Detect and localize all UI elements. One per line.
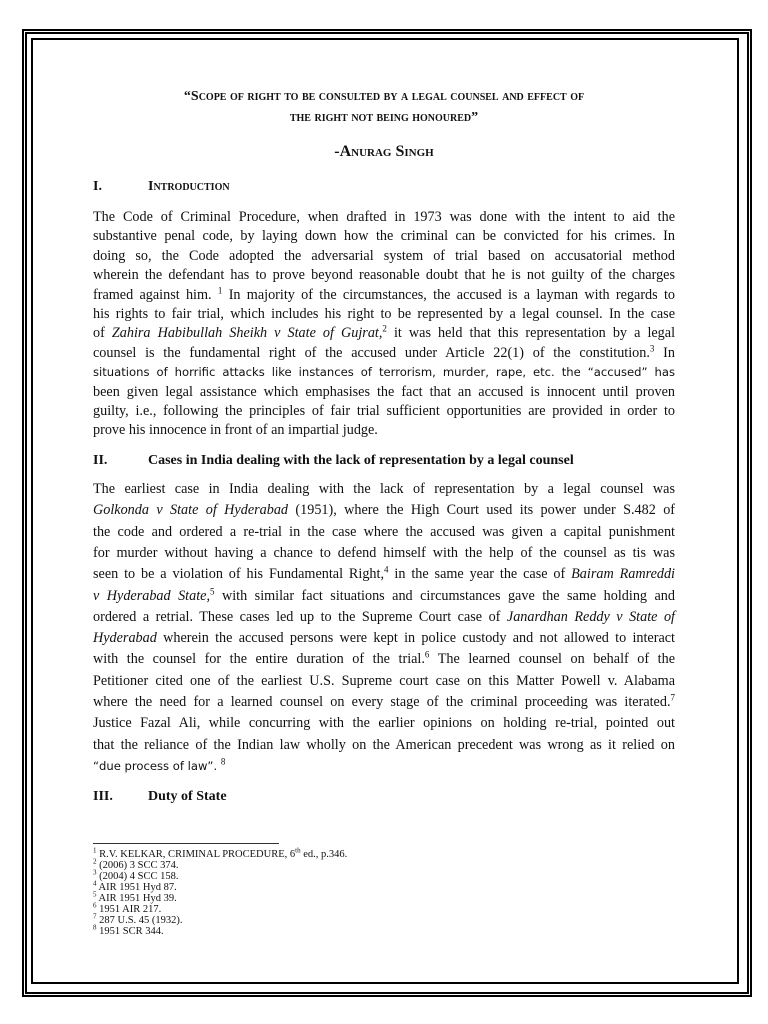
section-heading bbox=[93, 452, 574, 469]
text-run: In majority of the circumstances, the accused is a layman with regards to bbox=[222, 286, 675, 303]
footnote-ref: 2 bbox=[93, 857, 97, 866]
section-heading bbox=[93, 788, 227, 805]
paragraph-line bbox=[93, 284, 675, 304]
section-title: Introduction bbox=[148, 179, 230, 194]
paragraph-line bbox=[93, 673, 675, 690]
paragraph-line bbox=[93, 306, 675, 323]
footnote-ref: 7 bbox=[670, 692, 675, 703]
text-run: of bbox=[93, 325, 112, 342]
paragraph-line bbox=[93, 524, 675, 541]
footnote-ref: 3 bbox=[93, 868, 97, 877]
text-run: seen to be a violation of his Fundamental Right, bbox=[93, 566, 385, 583]
paragraph-line bbox=[93, 403, 675, 420]
text-run: AIR 1951 Hyd 87. bbox=[96, 882, 177, 893]
paragraph-line bbox=[93, 566, 675, 583]
paragraph-line bbox=[93, 248, 675, 265]
text-run: ed., p.346. bbox=[300, 849, 348, 860]
text-run: 287 U.S. 45 (1932). bbox=[96, 915, 183, 926]
text-run: situations of horrific attacks like instances of terrorism, murder, rape, etc. the “accused” has bbox=[93, 365, 675, 380]
text-run: The learned counsel on behalf of the bbox=[429, 651, 676, 668]
document-title-line-1: “Scope of right to be consulted by a legal counsel and effect of bbox=[183, 89, 585, 104]
footnote bbox=[93, 868, 179, 882]
text-run: (2006) 3 SCC 374. bbox=[96, 860, 179, 871]
text-run: (2004) 4 SCC 158. bbox=[96, 871, 179, 882]
footnote bbox=[93, 890, 177, 904]
footnote-ref: 8 bbox=[93, 923, 97, 932]
text-run: for murder without having a chance to defend himself with the help of the counsel as tis was bbox=[93, 544, 675, 561]
paragraph-line bbox=[93, 228, 675, 245]
text-run: prove his innocence in front of an impartial judge. bbox=[93, 422, 378, 439]
text-run: where the need for a learned counsel on every stage of the criminal proceeding was iterated. bbox=[93, 694, 671, 710]
text-run: AIR 1951 Hyd 39. bbox=[96, 893, 177, 904]
text-run: The Code of Criminal Procedure, when drafted in 1973 was done with the intent to aid the bbox=[93, 209, 675, 225]
paragraph-line bbox=[93, 585, 675, 605]
footnote-ref: 4 bbox=[384, 564, 389, 575]
footnote bbox=[93, 846, 348, 860]
footnote-ref: 3 bbox=[649, 343, 655, 354]
document-author: -Anurag Singh bbox=[334, 143, 434, 160]
text-run: Petitioner cited one of the earliest U.S. Supreme court case on this Matter Powell v. Alabama bbox=[93, 672, 675, 689]
footnote-ref: 4 bbox=[93, 879, 97, 888]
text-run: been given legal assistance which emphasises the fact that an accused is innocent until proven bbox=[93, 383, 675, 400]
footnote-ref: 1 bbox=[217, 284, 223, 295]
text-run: In bbox=[654, 344, 675, 361]
footnote-separator bbox=[93, 843, 279, 844]
text-run: , bbox=[378, 325, 383, 342]
text-run: 1951 SCR 344. bbox=[96, 926, 164, 937]
paragraph-line bbox=[93, 325, 675, 342]
section-title: Duty of State bbox=[148, 789, 227, 804]
text-run: doing so, the Code adopted the adversarial system of trial based on accusatorial method bbox=[93, 247, 675, 264]
paragraph-line bbox=[93, 715, 675, 732]
footnote bbox=[93, 901, 162, 915]
paragraph-line bbox=[93, 545, 675, 562]
footnote-ref: 8 bbox=[220, 756, 226, 767]
paragraph-line bbox=[93, 694, 675, 711]
text-run: Zahira Habibullah Sheikh v State of Gujrat bbox=[111, 325, 379, 342]
text-run: Bairam Ramreddi bbox=[571, 566, 676, 583]
text-run: R.V. KELKAR, CRIMINAL PROCEDURE, 6 bbox=[96, 849, 296, 860]
paragraph-line bbox=[93, 737, 675, 754]
footnote bbox=[93, 879, 177, 893]
text-run: counsel is the fundamental right of the accused under Article 22(1) of the constitution. bbox=[93, 344, 650, 361]
paragraph-line bbox=[93, 364, 675, 381]
footnote bbox=[93, 857, 179, 871]
text-run: in the same year the case of bbox=[388, 566, 572, 583]
footnote-ref: 1 bbox=[93, 846, 97, 855]
text-run: framed against him. bbox=[93, 286, 218, 303]
section-heading bbox=[93, 178, 230, 195]
text-run: his rights to fair trial, which includes his right to be represented by a legal counsel. In the case bbox=[93, 306, 675, 322]
section-number: III. bbox=[93, 789, 113, 804]
text-run: “due process of law”. bbox=[93, 758, 221, 773]
paragraph-line bbox=[93, 384, 675, 401]
text-run: with similar fact situations and circumstances gave the same holding and bbox=[214, 587, 675, 604]
text-run: Hyderabad bbox=[93, 630, 157, 647]
footnote-ref: th bbox=[295, 846, 301, 855]
paragraph-line bbox=[93, 422, 675, 439]
paragraph-line bbox=[93, 502, 675, 519]
paragraph-line bbox=[93, 630, 675, 647]
paragraph-line bbox=[93, 267, 675, 284]
text-run: v Hyderabad State, bbox=[93, 587, 210, 604]
paragraph-line bbox=[93, 209, 675, 226]
paragraph-line bbox=[93, 651, 675, 668]
text-run: The earliest case in India dealing with the lack of representation by a legal counsel was bbox=[93, 481, 675, 497]
footnote-ref: 5 bbox=[210, 585, 215, 596]
paragraph-line bbox=[93, 345, 675, 362]
footnote bbox=[93, 923, 164, 937]
section-number: I. bbox=[93, 179, 102, 194]
footnote-ref: 7 bbox=[93, 912, 97, 921]
footnote bbox=[93, 912, 183, 926]
footnote-ref: 5 bbox=[93, 890, 97, 899]
text-run: that the reliance of the Indian law wholly on the American precedent was wrong as it relied on bbox=[93, 736, 675, 753]
text-run: ordered a retrial. These cases led up to the Supreme Court case of bbox=[93, 608, 507, 625]
text-run: it was held that this representation by a legal bbox=[386, 325, 676, 342]
text-run: Janardhan Reddy v State of bbox=[506, 608, 675, 625]
text-run: wherein the defendant has to prove beyond reasonable doubt that he is not guilty of the charges bbox=[93, 267, 675, 284]
paragraph-line bbox=[93, 758, 675, 775]
paragraph-line bbox=[93, 609, 675, 626]
text-run: (1951), where the High Court used its power under S.482 of bbox=[288, 502, 676, 519]
text-run: wherein the accused persons were kept in police custody and not allowed to interact bbox=[156, 630, 675, 647]
text-run: Golkonda v State of Hyderabad bbox=[93, 502, 289, 519]
paragraph-line bbox=[93, 481, 675, 498]
text-run: 1951 AIR 217. bbox=[96, 904, 162, 915]
text-run: Justice Fazal Ali, while concurring with the earlier opinions on holding re-trial, pointed out bbox=[93, 715, 675, 732]
document-title-line-2: the right not being honoured” bbox=[289, 110, 479, 125]
text-run: guilty, i.e., following the principles of fair trial sufficient opportunities are provided in order to bbox=[93, 403, 675, 419]
footnote-ref: 2 bbox=[382, 323, 387, 334]
text-run: with the counsel for the entire duration of the trial. bbox=[93, 651, 425, 668]
text-run: the code and ordered a re-trial in the case where the accused was given a capital punishment bbox=[93, 523, 675, 540]
section-number: II. bbox=[93, 453, 108, 468]
footnote-ref: 6 bbox=[424, 649, 430, 660]
text-run: substantive penal code, by laying down how the criminal can be convicted for his crimes. In bbox=[93, 228, 675, 245]
footnote-ref: 6 bbox=[93, 901, 97, 910]
section-title: Cases in India dealing with the lack of representation by a legal counsel bbox=[148, 453, 574, 468]
